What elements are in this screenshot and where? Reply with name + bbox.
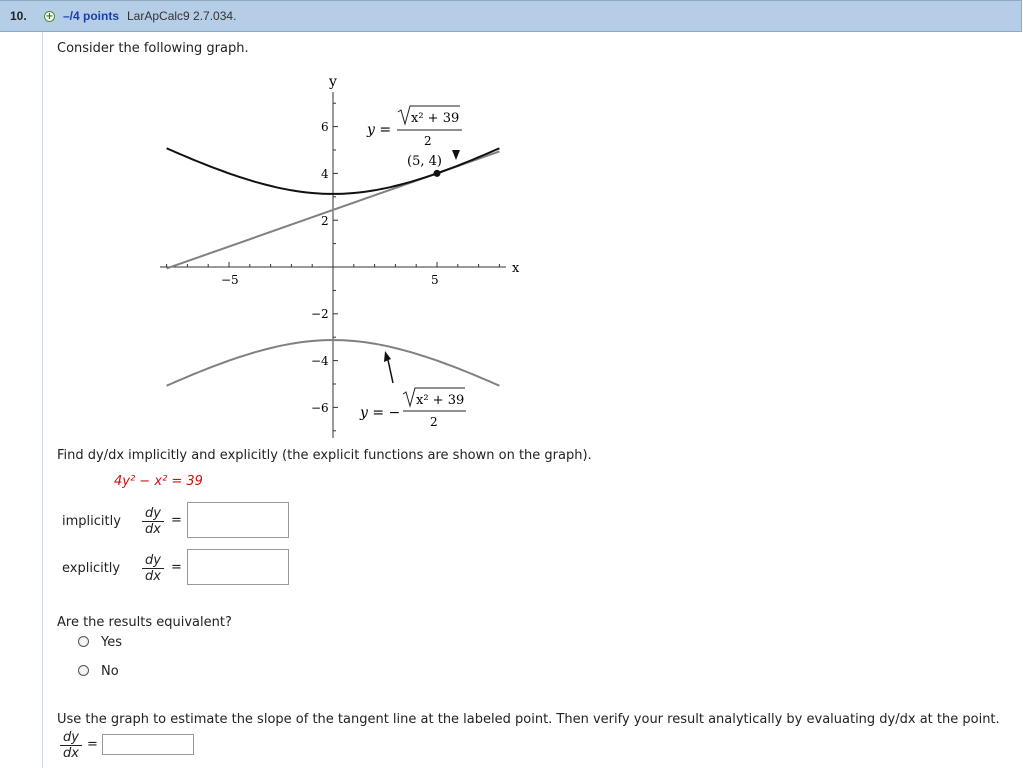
- explicit-label: explicitly: [62, 561, 121, 576]
- fraction-numerator: dy: [142, 553, 164, 569]
- lower-formula-lhs: y = −: [360, 405, 401, 421]
- y-tick-label: −2: [311, 307, 329, 321]
- fraction-denominator: dx: [145, 522, 161, 537]
- dy-dx-fraction: [60, 730, 82, 761]
- question-number: 10.: [10, 9, 27, 23]
- pointer-arrow-head: [384, 351, 391, 362]
- radio-no[interactable]: [78, 665, 89, 676]
- fraction-numerator: dy: [142, 506, 164, 522]
- pointer-arrow-shaft: [388, 360, 393, 383]
- x-tick-label: −5: [221, 273, 239, 287]
- fraction-denominator: dx: [145, 569, 161, 584]
- pointer-arrow-head: [452, 150, 460, 160]
- tangent-point: [434, 170, 441, 177]
- fraction-denominator: dx: [63, 746, 79, 761]
- left-divider: [42, 32, 43, 768]
- upper-formula-radicand: x² + 39: [411, 111, 460, 126]
- y-tick-label: 4: [321, 167, 329, 181]
- question-source: LarApCalc9 2.7.034.: [127, 9, 237, 23]
- y-tick-label: −6: [311, 401, 329, 415]
- x-tick-label: 5: [431, 273, 439, 287]
- y-tick-label: 2: [321, 214, 329, 228]
- option-no-label[interactable]: No: [101, 664, 119, 679]
- plus-icon[interactable]: +: [45, 11, 54, 22]
- y-tick-label: 6: [321, 120, 329, 134]
- points-label: –/4 points: [63, 9, 120, 23]
- question-header: [0, 0, 1022, 32]
- y-axis-label: y: [329, 74, 337, 90]
- intro-text: Consider the following graph.: [57, 41, 249, 56]
- radio-yes[interactable]: [78, 636, 89, 647]
- equals-sign: =: [171, 560, 182, 575]
- equals-sign: =: [171, 513, 182, 528]
- upper-formula-denominator: 2: [424, 134, 432, 148]
- y-tick-label: −4: [311, 354, 329, 368]
- x-axis-label: x: [512, 261, 520, 276]
- slope-instructions: Use the graph to estimate the slope of the tangent line at the labeled point. Then verify your result analytically by evaluating dy/dx at the point.: [57, 712, 1000, 727]
- upper-formula-lhs: y =: [367, 122, 392, 138]
- dy-dx-fraction: [142, 553, 164, 584]
- explicit-answer-input[interactable]: [187, 549, 289, 585]
- equivalence-prompt: Are the results equivalent?: [57, 615, 232, 630]
- implicit-label: implicitly: [62, 514, 121, 529]
- lower-formula-radicand: x² + 39: [416, 393, 465, 408]
- function-graph: [150, 70, 530, 440]
- implicit-answer-input[interactable]: [187, 502, 289, 538]
- fraction-numerator: dy: [60, 730, 82, 746]
- slope-answer-input[interactable]: [102, 734, 194, 755]
- point-label: (5, 4): [407, 154, 442, 169]
- lower-formula-denominator: 2: [430, 415, 438, 429]
- find-instructions: Find dy/dx implicitly and explicitly (the explicit functions are shown on the graph).: [57, 448, 592, 463]
- option-yes-label[interactable]: Yes: [101, 635, 122, 650]
- dy-dx-fraction: [142, 506, 164, 537]
- equation: 4y² − x² = 39: [114, 474, 203, 489]
- equals-sign: =: [87, 737, 98, 752]
